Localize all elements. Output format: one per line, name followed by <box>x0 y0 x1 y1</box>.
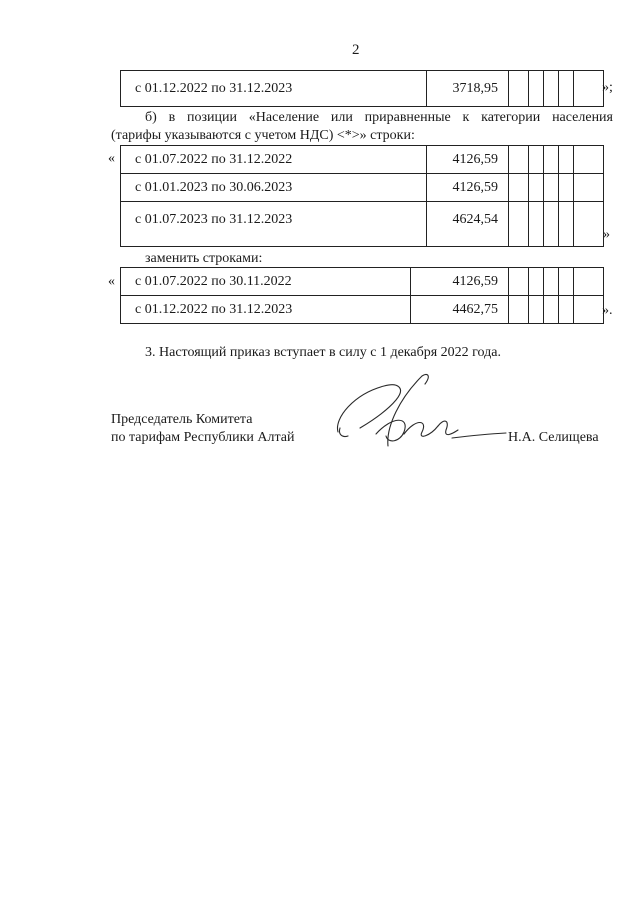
period-cell: с 01.07.2022 по 30.11.2022 <box>121 268 411 296</box>
signatory-name: Н.А. Селищева <box>508 430 599 445</box>
tariff-table-1 <box>120 70 604 107</box>
quote-close: »; <box>602 80 613 95</box>
page-number: 2 <box>352 42 360 58</box>
quote-open: « <box>108 151 115 166</box>
period-cell: с 01.01.2023 по 30.06.2023 <box>121 174 427 202</box>
quote-close: » <box>603 227 610 242</box>
value-cell: 4462,75 <box>411 296 509 324</box>
value-cell: 4624,54 <box>427 202 509 247</box>
handwritten-signature <box>330 370 510 455</box>
clause-3: 3. Настоящий приказ вступает в силу с 1 декабря 2022 года. <box>145 345 501 360</box>
replace-with-text: заменить строками: <box>145 251 263 266</box>
period-cell: с 01.12.2022 по 31.12.2023 <box>121 71 427 107</box>
period-cell: с 01.07.2022 по 31.12.2022 <box>121 146 427 174</box>
tariff-table-3 <box>120 267 604 324</box>
value-cell: 4126,59 <box>427 174 509 202</box>
table-row <box>121 296 604 324</box>
quote-close: ». <box>602 303 613 318</box>
value-cell: 4126,59 <box>411 268 509 296</box>
table-row <box>121 174 604 202</box>
paragraph-b-line2: (тарифы указываются с учетом НДС) <*>» строки: <box>111 128 415 143</box>
quote-open: « <box>108 274 115 289</box>
tariff-table-2 <box>120 145 604 247</box>
period-cell: с 01.12.2022 по 31.12.2023 <box>121 296 411 324</box>
table-row <box>121 202 604 247</box>
table-row <box>121 71 604 107</box>
value-cell: 3718,95 <box>427 71 509 107</box>
signatory-title-line2: по тарифам Республики Алтай <box>111 430 295 445</box>
value-cell: 4126,59 <box>427 146 509 174</box>
table-row <box>121 268 604 296</box>
paragraph-b-line1: б) в позиции «Население или приравненные к категории населения <box>145 110 613 125</box>
signatory-title-line1: Председатель Комитета <box>111 412 253 427</box>
table-row <box>121 146 604 174</box>
period-cell: с 01.07.2023 по 31.12.2023 <box>121 202 427 247</box>
